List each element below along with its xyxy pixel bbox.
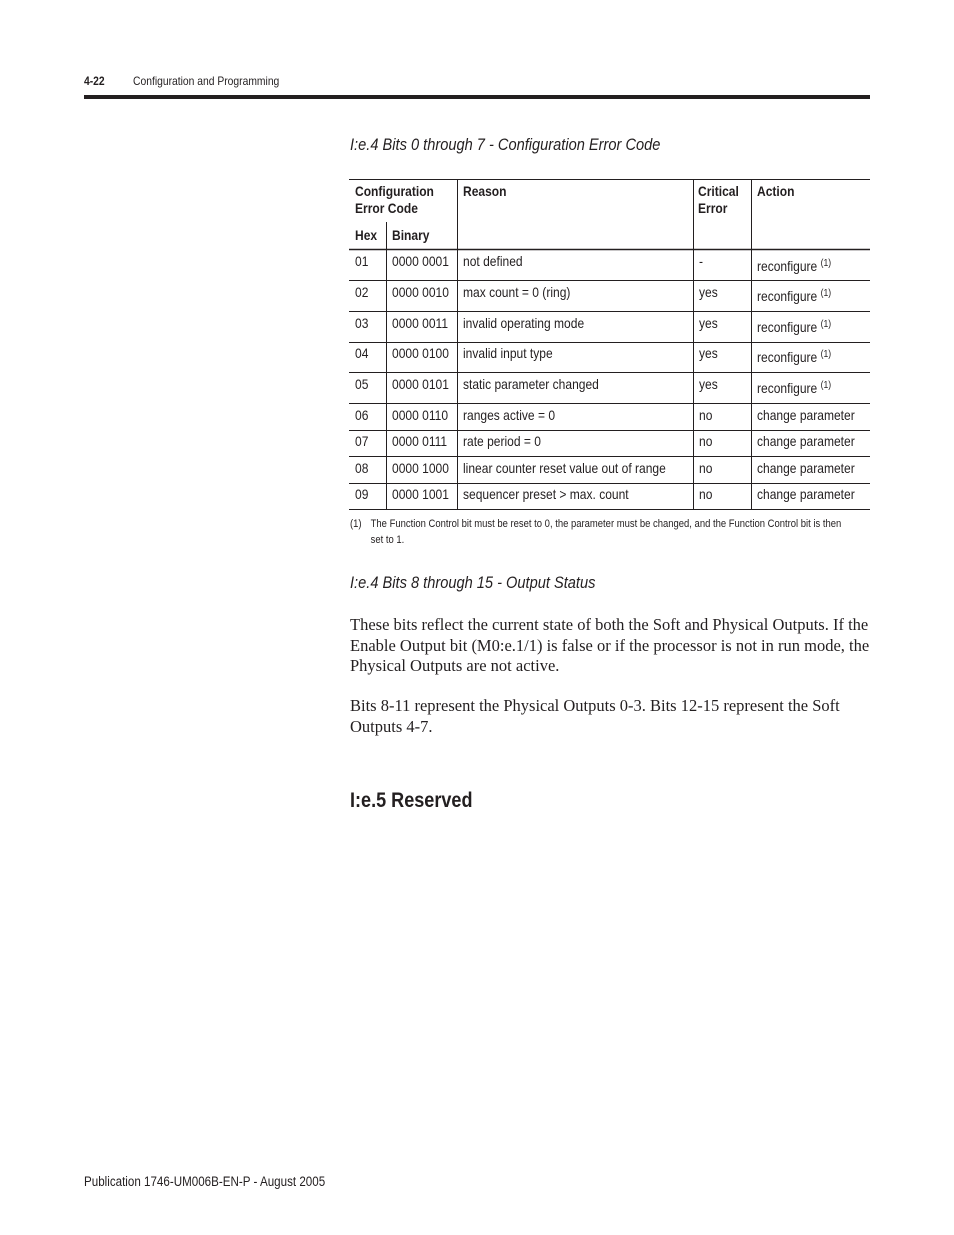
cell-hex: 01 <box>355 253 369 269</box>
cell-reason: invalid input type <box>463 345 553 361</box>
cell-binary: 0000 0010 <box>392 284 449 300</box>
cell-binary: 0000 0111 <box>392 433 448 449</box>
cell-critical: no <box>699 407 713 423</box>
table-caption: I:e.4 Bits 0 through 7 - Configuration Error Code <box>350 135 661 154</box>
cell-action: reconfigure $^{(1)}$ <box>757 288 832 304</box>
cell-reason: ranges active = 0 <box>463 407 556 423</box>
cell-binary: 0000 0101 <box>392 376 449 392</box>
cell-action: reconfigure $^{(1)}$ <box>757 319 832 335</box>
header-critical-error: Critical Error <box>698 183 739 216</box>
header-action: Action <box>757 183 795 199</box>
output-status-caption: I:e.4 Bits 8 through 15 - Output Status <box>350 573 596 592</box>
header-binary: Binary <box>392 227 430 243</box>
cell-action: change parameter <box>757 433 855 449</box>
cell-binary: 0000 0011 <box>392 315 449 331</box>
cell-hex: 02 <box>355 284 369 300</box>
cell-reason: max count = 0 (ring) <box>463 284 571 300</box>
cell-binary: 0000 1001 <box>392 486 449 502</box>
body-paragraph: These bits reflect the current state of both the Soft and Physical Outputs. If the Enable Output bit (M0:e.1/1) is false or if the processor is not in run mode, the Physical Outputs are not active. <box>350 615 870 675</box>
cell-binary: 0000 0100 <box>392 345 449 361</box>
footnote-ref: (1) <box>820 288 832 299</box>
cell-critical: no <box>699 433 713 449</box>
running-header <box>84 74 279 88</box>
cell-critical: - <box>699 253 704 269</box>
cell-critical: yes <box>699 315 718 331</box>
cell-reason: linear counter reset value out of range <box>463 460 666 476</box>
cell-binary: 0000 0001 <box>392 253 449 269</box>
cell-binary: 0000 1000 <box>392 460 449 476</box>
cell-reason: not defined <box>463 253 523 269</box>
cell-binary: 0000 0110 <box>392 407 449 423</box>
cell-critical: yes <box>699 284 718 300</box>
publication-footer: Publication 1746-UM006B-EN-P - August 2005 <box>84 1174 326 1189</box>
cell-hex: 07 <box>355 433 369 449</box>
cell-reason: sequencer preset > max. count <box>463 486 629 502</box>
cell-critical: no <box>699 460 713 476</box>
header-section-title: Configuration and Programming <box>133 74 280 88</box>
cell-critical: yes <box>699 376 718 392</box>
cell-action: change parameter <box>757 486 855 502</box>
cell-critical: no <box>699 486 713 502</box>
cell-hex: 03 <box>355 315 369 331</box>
cell-reason: rate period = 0 <box>463 433 541 449</box>
cell-hex: 06 <box>355 407 369 423</box>
cell-reason: invalid operating mode <box>463 315 585 331</box>
cell-hex: 08 <box>355 460 369 476</box>
footnote-number: (1) <box>350 518 362 530</box>
cell-action: change parameter <box>757 407 855 423</box>
cell-action: reconfigure $^{(1)}$ <box>757 380 832 396</box>
section-heading: I:e.5 Reserved <box>350 789 473 812</box>
header-reason: Reason <box>463 183 507 199</box>
cell-action: reconfigure $^{(1)}$ <box>757 349 832 365</box>
header-config-error-code: Configuration Error Code <box>355 183 434 216</box>
cell-hex: 09 <box>355 486 369 502</box>
footnote-ref: (1) <box>820 349 832 360</box>
footnote-ref: (1) <box>820 380 832 391</box>
cell-reason: static parameter changed <box>463 376 599 392</box>
page-number: 4-22 <box>84 74 105 88</box>
cell-hex: 04 <box>355 345 369 361</box>
cell-critical: yes <box>699 345 718 361</box>
body-paragraph: Bits 8-11 represent the Physical Outputs 0-3. Bits 12-15 represent the Soft Outputs 4-7. <box>350 696 840 736</box>
cell-hex: 05 <box>355 376 369 392</box>
header-rule <box>84 95 870 99</box>
footnote-ref: (1) <box>820 319 832 330</box>
footnote-text: The Function Control bit must be reset to 0, the parameter must be changed, and the Function Control bit is then set to 1. <box>370 518 842 546</box>
footnote-ref: (1) <box>820 258 832 269</box>
cell-action: reconfigure $^{(1)}$ <box>757 258 832 274</box>
cell-action: change parameter <box>757 460 855 476</box>
header-hex: Hex <box>355 227 378 243</box>
